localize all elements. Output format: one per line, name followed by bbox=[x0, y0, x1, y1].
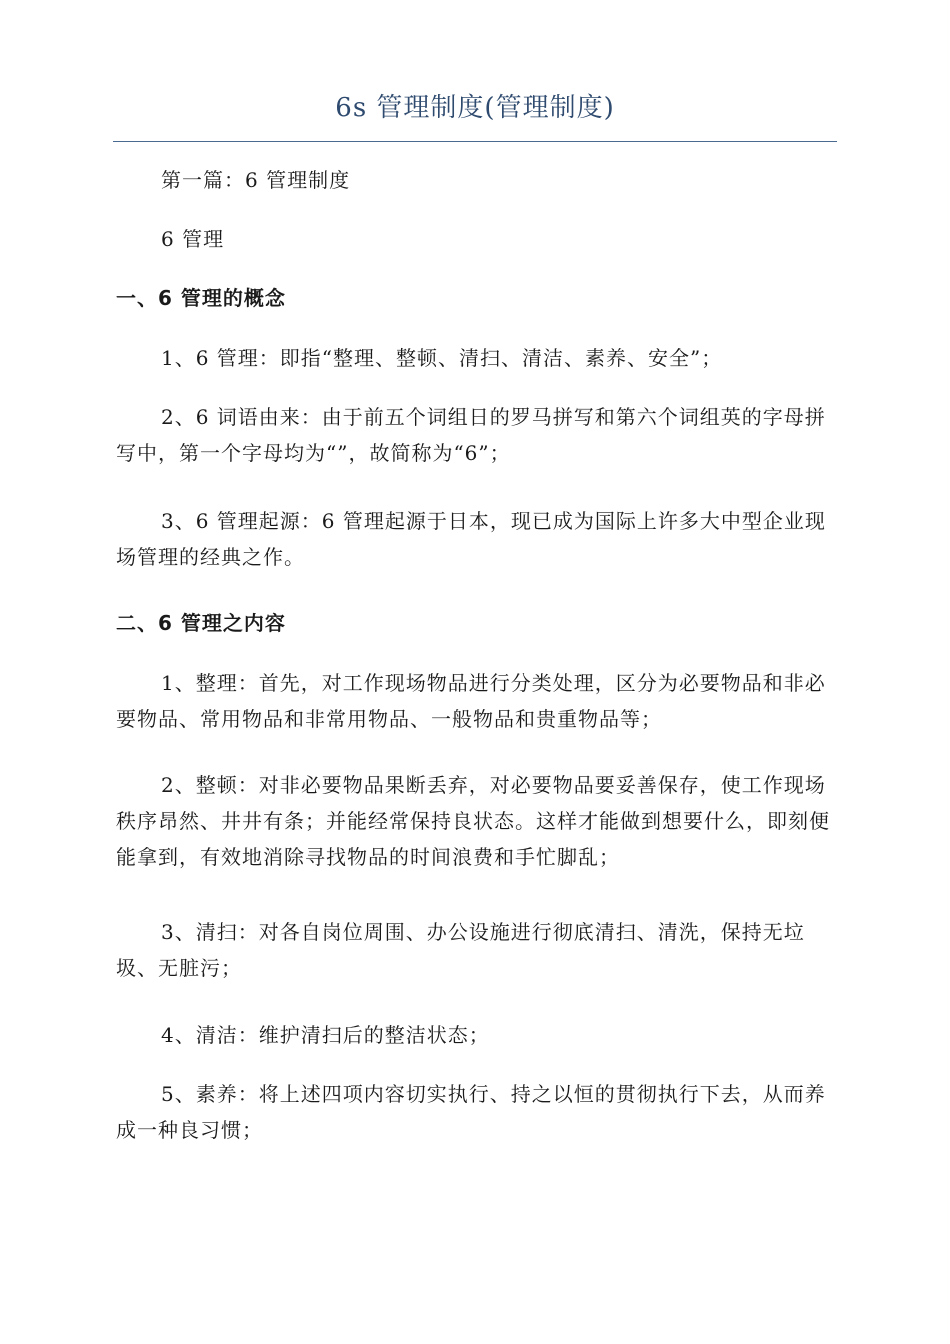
paragraph-sustain: 5、素养：将上述四项内容切实执行、持之以恒的贯彻执行下去，从而养成一种良习惯； bbox=[116, 1082, 826, 1142]
paragraph-term-origin: 2、6 词语由来：由于前五个词组日的罗马拼写和第六个词组英的字母拼写中，第一个字母均为“”，故简称为“6”； bbox=[116, 405, 826, 465]
paragraph-management-origin: 3、6 管理起源：6 管理起源于日本，现已成为国际上许多大中型企业现场管理的经典之作。 bbox=[116, 509, 826, 569]
paragraph-part-one: 第一篇：6 管理制度 bbox=[161, 168, 351, 192]
paragraph-shine: 3、清扫：对各自岗位周围、办公设施进行彻底清扫、清洗，保持无垃圾、无脏污； bbox=[116, 920, 805, 980]
document-title: 6s 管理制度(管理制度) bbox=[335, 93, 615, 123]
paragraph-sort: 1、整理：首先，对工作现场物品进行分类处理，区分为必要物品和非必要物品、常用物品和非常用物品、一般物品和贵重物品等； bbox=[116, 671, 826, 731]
title-divider bbox=[113, 141, 837, 142]
paragraph-standardize: 4、清洁：维护清扫后的整洁状态； bbox=[161, 1023, 490, 1047]
paragraph-6-management: 6 管理 bbox=[161, 227, 225, 251]
section-heading-content: 二、6 管理之内容 bbox=[116, 611, 286, 635]
paragraph-set-in-order: 2、整顿：对非必要物品果断丢弃，对必要物品要妥善保存，使工作现场秩序昂然、井井有条；并能经常保持良状态。这样才能做到想要什么，即刻便能拿到，有效地消除寻找物品的时间浪费和手忙脚乱； bbox=[116, 773, 830, 869]
paragraph-definition: 1、6 管理：即指“整理、整顿、清扫、清洁、素养、安全”； bbox=[161, 346, 723, 370]
section-heading-concept: 一、6 管理的概念 bbox=[116, 286, 286, 310]
